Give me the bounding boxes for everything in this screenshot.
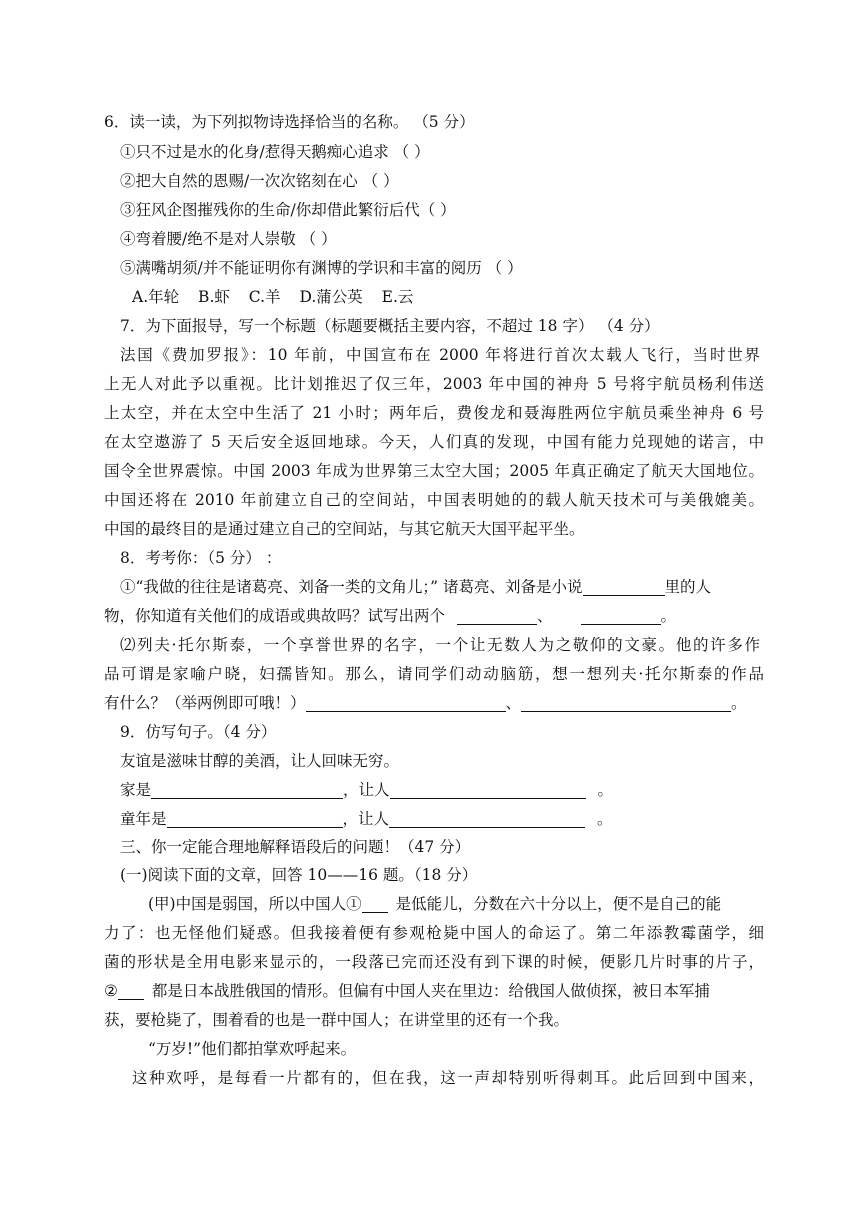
q7-passage-line: 国令全世界震惊。中国 2003 年成为世界第三太空大国；2005 年真正确定了航天大国地位。 (104, 462, 764, 480)
q6-item-4: ④弯着腰/绝不是对人崇敬 （ ） (120, 230, 337, 248)
answer-blank-idiom-1[interactable] (457, 606, 537, 625)
passage-text: 都是日本战胜俄国的情形。但偏有中国人夹在里边：给俄国人做侦探，被日本军捕 (151, 982, 710, 1000)
passage-text: ② (104, 982, 118, 1000)
q9-line-1 (120, 775, 760, 805)
separator: 、 (537, 607, 553, 625)
q7-passage-line: 上无人对此予以重视。比计划推迟了仅三年，2003 年中国的神舟 5 号将宇航员杨利伟送 (104, 375, 764, 393)
q8-part1-line2 (104, 601, 764, 631)
q8-part1-text: ①“我做的往往是诸葛亮、刘备一类的文角儿；” 诸葛亮、刘备是小说 (120, 578, 583, 596)
q9-mid: ，让人 (343, 781, 390, 799)
q7-passage-line: 中国还将在 2010 年前建立自己的空间站，中国表明她的的载人航天技术可与美俄媲美。 (104, 491, 764, 509)
q9-line-2 (120, 804, 760, 834)
q7-passage-line: 上太空，并在太空中生活了 21 小时；两年后，费俊龙和聂海胜两位宇航员乘坐神舟 6 号 (104, 404, 764, 422)
answer-blank-childhood-effect[interactable] (389, 809, 585, 828)
answer-blank-work-2[interactable] (521, 693, 731, 712)
answer-blank-home[interactable] (151, 780, 343, 799)
reading-passage-line: 力了：也无怪他们疑惑。但我接着便有参观枪毙中国人的命运了。第二年添教霉菌学，细 (104, 924, 764, 942)
reading-passage-line (148, 889, 760, 919)
period: 。 (597, 781, 614, 799)
q8-part2-line1: ⑵列夫·托尔斯泰，一个享誉世界的名字，一个让无数人为之敬仰的文豪。他的许多作 (120, 636, 760, 654)
passage-text: 是低能儿，分数在六十分以上，便不是自己的能 (395, 895, 722, 913)
reading-passage-line: 获，要枪毙了，围着看的也是一群中国人；在讲堂里的还有一个我。 (104, 1011, 570, 1029)
answer-blank-novel[interactable] (583, 577, 665, 596)
q7-title: 7．为下面报导，写一个标题（标题要概括主要内容，不超过 18 字） （4 分） (120, 317, 660, 335)
answer-blank-work-1[interactable] (306, 693, 506, 712)
period: 。 (597, 810, 613, 828)
q9-prefix: 家是 (120, 781, 152, 799)
q6-title: 6．读一读，为下列拟物诗选择恰当的名称。 （5 分） (104, 113, 475, 131)
answer-blank-idiom-2[interactable] (581, 606, 661, 625)
q6-options: A.年轮 B.虾 C.羊 D.蒲公英 E.云 (132, 288, 414, 306)
section3-title: 三、你一定能合理地解释语段后的问题！（47 分） (120, 838, 471, 856)
q8-part2-line2: 品可谓是家喻户晓，妇孺皆知。那么，请同学们动动脑筋，想一想列夫·托尔斯泰的作品 (104, 665, 764, 683)
q6-item-1: ①只不过是水的化身/惹得天鹅痴心追求 （ ） (120, 143, 430, 161)
q8-part1-text-tail: 里的人 (664, 578, 712, 596)
q6-item-2: ②把大自然的恩赐/一次次铭刻在心 （ ） (120, 172, 399, 190)
q8-part1-line1 (120, 572, 760, 602)
answer-blank-childhood[interactable] (167, 809, 343, 828)
reading-passage-line: 菌的形状是全用电影来显示的，一段落已完而还没有到下课的时候，便影几片时事的片子， (104, 953, 764, 971)
q9-example: 友谊是滋味甘醇的美酒，让人回味无穷。 (120, 752, 400, 770)
q6-item-5: ⑤满嘴胡须/并不能证明你有渊博的学识和丰富的阅历 （ ） (120, 259, 523, 277)
q6-item-3: ③狂风企图摧残你的生命/你却借此繁衍后代（ ） (120, 201, 456, 219)
q8-part2-line3 (104, 688, 764, 718)
q8-part1-text: 物，你知道有关他们的成语或典故吗？试写出两个 (104, 607, 446, 625)
answer-blank-home-effect[interactable] (390, 780, 586, 799)
q8-part2-text: 有什么？（举两例即可哦！） (104, 694, 306, 712)
reading-passage-line: 这种欢呼，是每看一片都有的，但在我，这一声却特别听得刺耳。此后回到中国来， (132, 1069, 764, 1087)
q7-passage-line: 法国《费加罗报》：10 年前，中国宣布在 2000 年将进行首次太载人飞行，当时世界 (120, 346, 760, 364)
q9-title: 9．仿写句子。（4 分） (120, 723, 277, 741)
reading-passage-line (104, 976, 764, 1006)
q8-title: 8．考考你：（5 分） ： (120, 549, 282, 567)
q9-prefix: 童年是 (120, 810, 167, 828)
section3-subtitle: (一)阅读下面的文章，回答 10——16 题。（18 分） (120, 866, 478, 884)
passage-text: (甲)中国是弱国，所以中国人① (148, 895, 362, 913)
period: 。 (660, 607, 677, 625)
q9-mid: ，让人 (342, 810, 390, 828)
q7-passage-line: 中国的最终目的是通过建立自己的空间站，与其它航天大国平起平坐。 (104, 520, 585, 538)
answer-blank-1[interactable] (362, 894, 388, 913)
reading-passage-line: “万岁!”他们都拍掌欢呼起来。 (148, 1040, 357, 1058)
q7-passage-line: 在太空遨游了 5 天后安全返回地球。今天，人们真的发现，中国有能力兑现她的诺言，中 (104, 433, 764, 451)
period: 。 (731, 694, 747, 712)
answer-blank-2[interactable] (118, 981, 144, 1000)
separator: 、 (505, 694, 522, 712)
